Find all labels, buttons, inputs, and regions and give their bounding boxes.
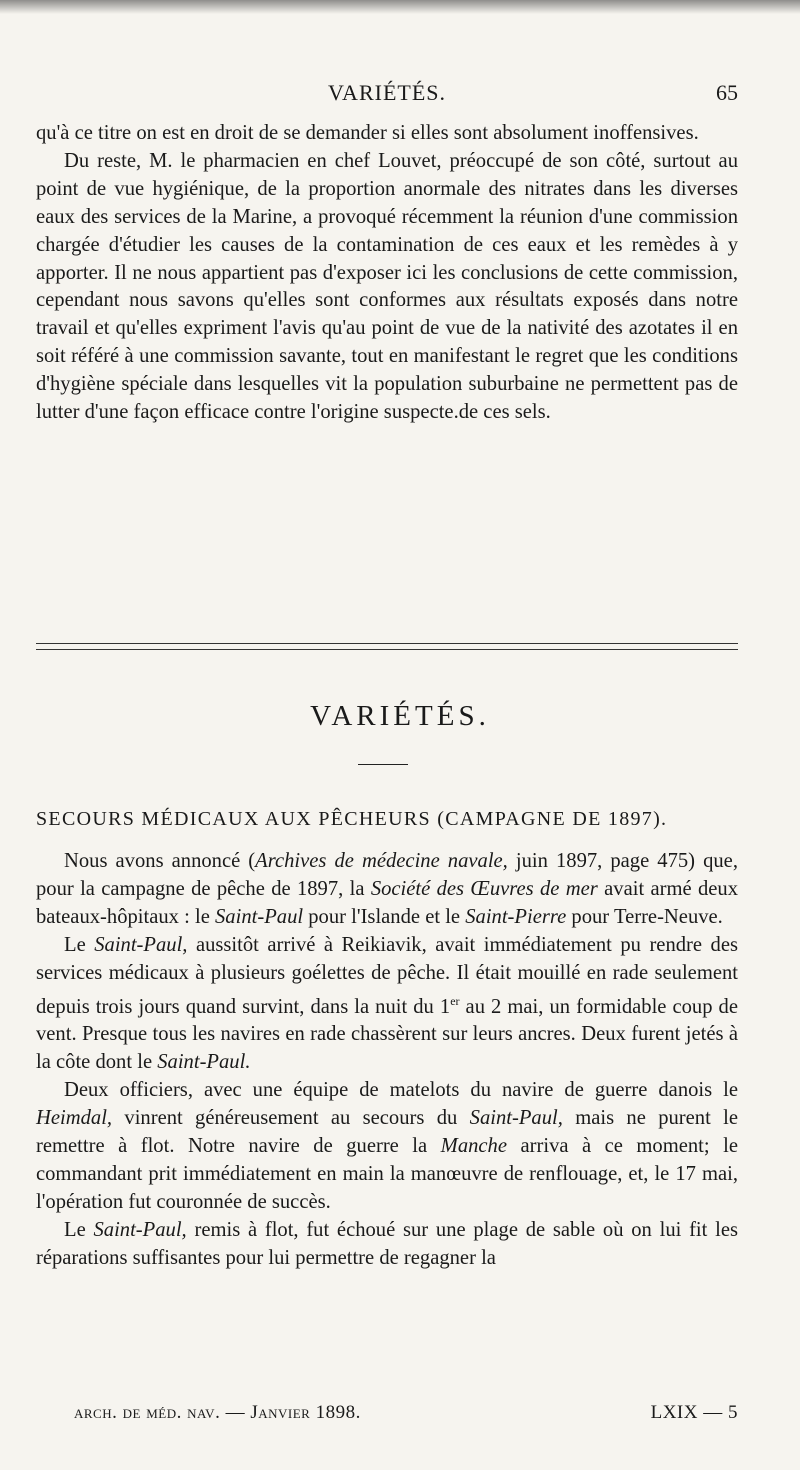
- scan-edge-shadow: [0, 0, 800, 14]
- section-title: VARIÉTÉS.: [310, 700, 490, 732]
- paragraph: Le Saint-Paul, aussitôt arrivé à Reikiavik, avait immédiatement pu rendre des services médicaux à plusieurs goélettes de pêche. Il était mouillé en rade seulement depuis trois jours quand survint, dans la nuit du 1er au 2 mai, un formidable coup de vent. Presque tous les navires en rade chassèrent sur leurs ancres. Deux furent jetés à la côte dont le Saint-Paul.: [36, 933, 738, 1074]
- article-text: [36, 848, 738, 1272]
- running-head-title: VARIÉTÉS.: [328, 80, 446, 105]
- paragraph: Deux officiers, avec une équipe de matelots du navire de guerre danois le Heimdal, vinrent généreusement au secours du Saint-Paul, mais ne purent le remettre à flot. Notre navire de guerre la Manche arriva à ce moment; le commandant prit immédiatement en main la manœuvre de renflouage, et, le 17 mai, l'opération fut couronnée de succès.: [36, 1079, 738, 1213]
- continuation-text: [36, 120, 738, 427]
- article-heading: SECOURS MÉDICAUX AUX PÊCHEURS (CAMPAGNE DE 1897).: [36, 808, 668, 830]
- running-head: [36, 80, 738, 110]
- title-rule: [358, 764, 408, 765]
- paragraph: Nous avons annoncé (Archives de médecine navale, juin 1897, page 475) que, pour la campagne de pêche de 1897, la Société des Œuvres de mer avait armé deux bateaux-hôpitaux : le Saint-Paul pour l'Islande et le Saint-Pierre pour Terre-Neuve.: [36, 850, 739, 928]
- page-footer: [36, 1402, 738, 1430]
- section-divider: [36, 643, 738, 650]
- paragraph: qu'à ce titre on est en droit de se demander si elles sont absolument inoffensives.: [36, 122, 699, 144]
- page-number: 65: [716, 80, 738, 105]
- footer-signature: LXIX — 5: [650, 1402, 738, 1423]
- footer-citation: arch. de méd. nav. — Janvier 1898.: [74, 1402, 361, 1423]
- paragraph: Du reste, M. le pharmacien en chef Louvet, préoccupé de son côté, surtout au point de vue hygiénique, de la proportion anormale des nitrates dans les diverses eaux des services de la Marine, a provoqué récemment la réunion d'une commission chargée d'étudier les causes de la contamination de ces eaux et les remèdes à y apporter. Il ne nous appartient pas d'exposer ici les conclusions de cette commission, cependant nous savons qu'elles sont conformes aux résultats exposés dans notre travail et qu'elles expriment l'avis qu'au point de vue de la nativité des azotates il en soit référé à une commission savante, tout en manifestant le regret que les conditions d'hygiène spéciale dans lesquelles vit la population suburbaine ne permettent pas de lutter d'une façon efficace contre l'origine suspecte.de ces sels.: [36, 149, 738, 424]
- paragraph: Le Saint-Paul, remis à flot, fut échoué sur une plage de sable où on lui fit les réparations suffisantes pour lui permettre de regagner la: [36, 1218, 738, 1269]
